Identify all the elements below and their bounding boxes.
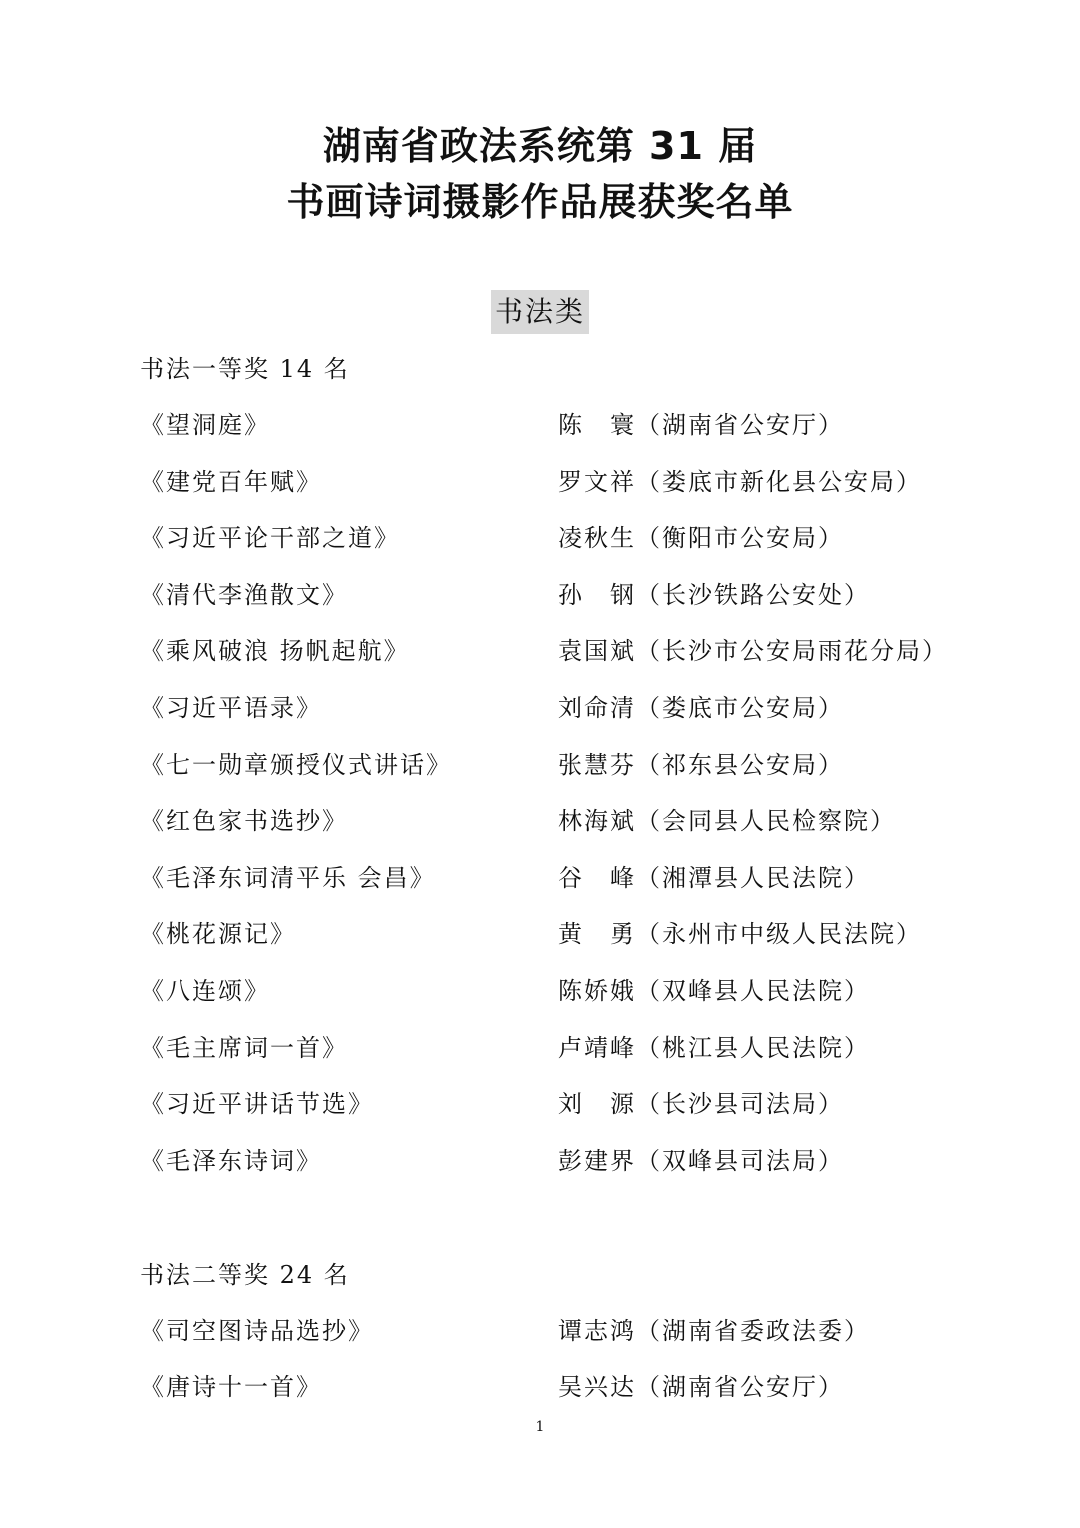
award-entry [140,745,960,785]
author-info: 刘命清（娄底市公安局） [558,694,844,722]
author-info: 黄 勇（永州市中级人民法院） [558,920,922,948]
award-entry [140,971,960,1011]
award-entry [140,1311,960,1351]
author-info: 孙 钢（长沙铁路公安处） [558,581,870,609]
work-title: 《七一勋章颁授仪式讲话》 [140,751,452,779]
category-heading: 书法类 [491,290,589,334]
author-info: 刘 源（长沙县司法局） [558,1090,844,1118]
author-info: 林海斌（会同县人民检察院） [558,807,896,835]
section-heading-second-prize: 书法二等奖 24 名 [140,1261,350,1289]
author-info: 袁国斌（长沙市公安局雨花分局） [558,637,948,665]
award-entry [140,1084,960,1124]
award-entry [140,575,960,615]
award-entry [140,1367,960,1407]
work-title: 《唐诗十一首》 [140,1373,322,1401]
award-entry [140,462,960,502]
award-entry [140,688,960,728]
author-info: 陈 寰（湖南省公安厅） [558,411,844,439]
award-entry [140,518,960,558]
award-entry [140,1141,960,1181]
work-title: 《清代李渔散文》 [140,581,348,609]
work-title: 《毛主席词一首》 [140,1034,348,1062]
work-title: 《习近平语录》 [140,694,322,722]
work-title: 《桃花源记》 [140,920,296,948]
work-title: 《习近平论干部之道》 [140,524,400,552]
work-title: 《习近平讲话节选》 [140,1090,374,1118]
author-info: 彭建界（双峰县司法局） [558,1147,844,1175]
award-entry [140,405,960,445]
award-entry [140,858,960,898]
work-title: 《红色家书选抄》 [140,807,348,835]
author-info: 罗文祥（娄底市新化县公安局） [558,468,922,496]
award-entry [140,801,960,841]
work-title: 《乘风破浪 扬帆起航》 [140,637,410,665]
work-title: 《司空图诗品选抄》 [140,1317,374,1345]
author-info: 谷 峰（湘潭县人民法院） [558,864,870,892]
author-info: 张慧芬（祁东县公安局） [558,751,844,779]
work-title: 《八连颂》 [140,977,270,1005]
document-title-line-2: 书画诗词摄影作品展获奖名单 [286,180,794,224]
category-heading-wrap [0,290,1080,334]
document-title-line-1: 湖南省政法系统第 31 届 [322,124,758,168]
author-info: 吴兴达（湖南省公安厅） [558,1373,844,1401]
work-title: 《毛泽东词清平乐 会昌》 [140,864,436,892]
work-title: 《望洞庭》 [140,411,270,439]
work-title: 《毛泽东诗词》 [140,1147,322,1175]
award-entry [140,1028,960,1068]
author-info: 凌秋生（衡阳市公安局） [558,524,844,552]
award-entry [140,631,960,671]
section-heading-first-prize: 书法一等奖 14 名 [140,355,350,383]
author-info: 谭志鸿（湖南省委政法委） [558,1317,870,1345]
page-number: 1 [535,1419,545,1435]
award-entry [140,914,960,954]
work-title: 《建党百年赋》 [140,468,322,496]
author-info: 卢靖峰（桃江县人民法院） [558,1034,870,1062]
author-info: 陈娇娥（双峰县人民法院） [558,977,870,1005]
